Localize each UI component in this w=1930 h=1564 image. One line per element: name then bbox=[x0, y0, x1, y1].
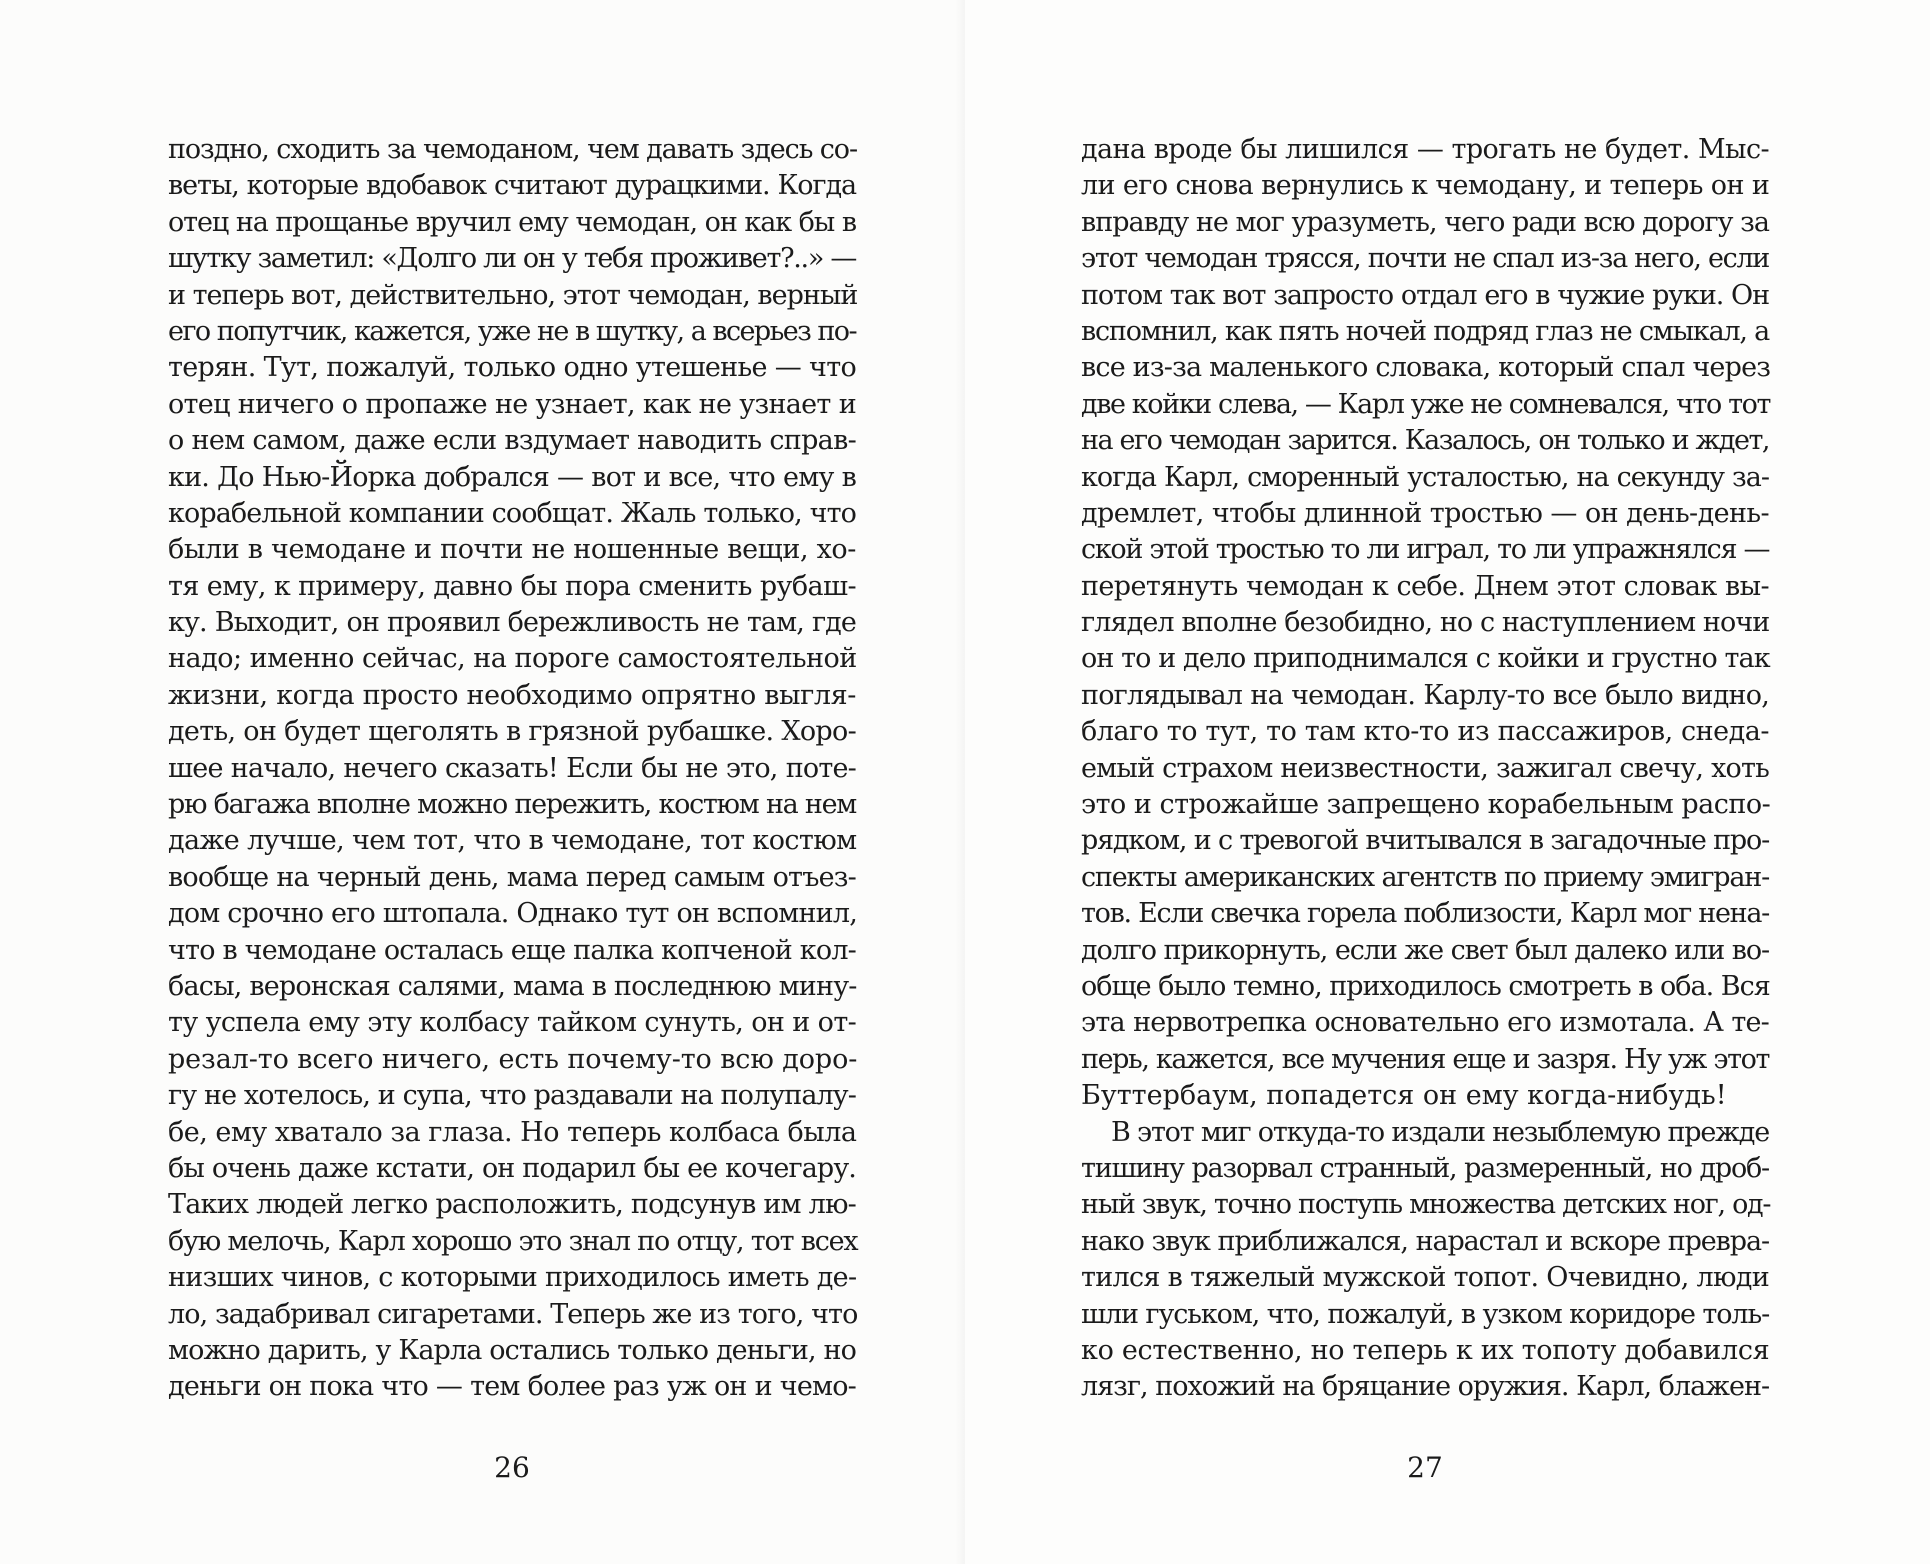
text-line: деньги он пока что — тем более раз уж он и чемо- bbox=[168, 1371, 856, 1403]
text-line: вправду не мог уразуметь, чего ради всю дорогу за bbox=[1081, 206, 1769, 238]
text-line: обще было темно, приходилось смотреть в оба. Вся bbox=[1081, 970, 1770, 1002]
text-line: шутку заметил: «Долго ли он у тебя проживет?..» — bbox=[168, 243, 857, 275]
text-line: Таких людей легко расположить, подсунув им лю- bbox=[168, 1189, 856, 1221]
text-line: гу не хотелось, и супа, что раздавали на полупалу- bbox=[168, 1080, 856, 1112]
left-page-text bbox=[168, 132, 856, 1406]
text-line: резал-то всего ничего, есть почему-то всю доро- bbox=[168, 1043, 858, 1075]
text-line-paragraph-start: В этот миг откуда-то издали незыблемую прежде bbox=[1111, 1116, 1769, 1148]
text-line: дремлет, чтобы длинной тростью — он день-день- bbox=[1081, 497, 1769, 529]
text-line: жизни, когда просто необходимо опрятно выгля- bbox=[168, 679, 856, 711]
right-page-text bbox=[1081, 132, 1769, 1406]
text-line: вспомнил, как пять ночей подряд глаз не смыкал, а bbox=[1081, 315, 1770, 347]
text-line: поздно, сходить за чемоданом, чем давать здесь со- bbox=[168, 134, 857, 165]
right-page bbox=[965, 0, 1930, 1564]
text-line: две койки слева, — Карл уже не сомневался, что тот bbox=[1081, 388, 1770, 420]
text-line: лязг, похожий на бряцание оружия. Карл, блажен- bbox=[1081, 1371, 1770, 1403]
text-line: эта нервотрепка основательно его измотала. А те- bbox=[1081, 1007, 1769, 1039]
text-line: он то и дело приподнимался с койки и грустно так bbox=[1081, 643, 1770, 675]
text-line: поглядывал на чемодан. Карлу-то все было видно, bbox=[1081, 679, 1769, 711]
text-line: это и строжайше запрещено корабельным распо- bbox=[1081, 789, 1771, 821]
text-line: рядком, и с тревогой вчитывался в загадочные про- bbox=[1081, 825, 1769, 857]
text-line: и теперь вот, действительно, этот чемодан, верный bbox=[168, 279, 858, 311]
text-line: можно дарить, у Карла остались только деньги, но bbox=[168, 1334, 856, 1366]
text-line: дом срочно его штопала. Однако тут он вспомнил, bbox=[168, 898, 858, 930]
text-line: ки. До Нью-Йорка добрался — вот и все, что ему в bbox=[168, 461, 856, 493]
text-line-paragraph-end: Буттербаум, попадется он ему когда-нибудь! bbox=[1081, 1080, 1727, 1112]
text-line: ту успела ему эту колбасу тайком сунуть, он и от- bbox=[168, 1007, 857, 1039]
text-line: дана вроде бы лишился — трогать не будет. Мыс- bbox=[1081, 134, 1769, 165]
text-line: перь, кажется, все мучения еще и зазря. Ну уж этот bbox=[1081, 1043, 1769, 1075]
text-line: глядел вполне безобидно, но с наступлением ночи bbox=[1081, 607, 1770, 639]
text-line: бы очень даже кстати, он подарил бы ее кочегару. bbox=[168, 1152, 856, 1184]
text-line: все из-за маленького словака, который спал через bbox=[1081, 352, 1771, 384]
page-number: 27 bbox=[1407, 1451, 1443, 1484]
text-line: его попутчик, кажется, уже не в шутку, а всерьез по- bbox=[168, 315, 856, 347]
text-line: ку. Выходит, он проявил бережливость не там, где bbox=[168, 607, 856, 639]
text-line: перетянуть чемодан к себе. Днем этот словак вы- bbox=[1081, 570, 1769, 602]
text-line: ко естественно, но теперь к их топоту добавился bbox=[1081, 1334, 1770, 1366]
text-line: этот чемодан трясся, почти не спал из-за него, если bbox=[1081, 243, 1769, 275]
text-line: о нем самом, даже если вздумает наводить справ- bbox=[168, 425, 856, 457]
text-line: ло, задабривал сигаретами. Теперь же из того, что bbox=[168, 1298, 858, 1330]
text-line: шее начало, нечего сказать! Если бы не это, поте- bbox=[168, 752, 856, 784]
page-number: 26 bbox=[494, 1451, 530, 1484]
text-line: были в чемодане и почти не ношенные вещи, хо- bbox=[168, 534, 856, 566]
text-line: ской этой тростью то ли играл, то ли упражнялся — bbox=[1081, 534, 1770, 566]
text-line: долго прикорнуть, если же свет был далеко или во- bbox=[1081, 934, 1769, 966]
text-line: низших чинов, с которыми приходилось иметь де- bbox=[168, 1262, 857, 1294]
text-line: деть, он будет щеголять в грязной рубашке. Хоро- bbox=[168, 716, 856, 748]
text-line: шли гуськом, что, пожалуй, в узком коридоре толь- bbox=[1081, 1298, 1770, 1330]
text-line: спекты американских агентств по приему эмигран- bbox=[1081, 861, 1769, 893]
text-line: терян. Тут, пожалуй, только одно утешенье — что bbox=[168, 352, 856, 384]
text-line: нако звук приближался, нарастал и вскоре превра- bbox=[1081, 1225, 1769, 1257]
text-line: тился в тяжелый мужской топот. Очевидно, люди bbox=[1081, 1262, 1769, 1294]
text-line: корабельной компании сообщат. Жаль только, что bbox=[168, 497, 856, 529]
text-line: тишину разорвал странный, размеренный, но дроб- bbox=[1081, 1152, 1769, 1184]
text-line: ный звук, точно поступь множества детских ног, од- bbox=[1081, 1189, 1771, 1221]
text-line: отец на прощанье вручил ему чемодан, он как бы в bbox=[168, 206, 856, 238]
text-line: ли его снова вернулись к чемодану, и теперь он и bbox=[1081, 170, 1770, 202]
text-line: бе, ему хватало за глаза. Но теперь колбаса была bbox=[168, 1116, 857, 1148]
text-line: емый страхом неизвестности, зажигал свечу, хоть bbox=[1081, 752, 1769, 784]
text-line: надо; именно сейчас, на пороге самостоятельной bbox=[168, 643, 857, 675]
text-line: вообще на черный день, мама перед самым отъез- bbox=[168, 861, 856, 893]
text-line: басы, веронская салями, мама в последнюю мину- bbox=[168, 970, 857, 1002]
text-line: благо то тут, то там кто-то из пассажиров, снеда- bbox=[1081, 716, 1769, 748]
text-line: что в чемодане осталась еще палка копченой кол- bbox=[168, 934, 856, 966]
text-line: бую мелочь, Карл хорошо это знал по отцу, тот всех bbox=[168, 1225, 858, 1257]
text-line: тя ему, к примеру, давно бы пора сменить рубаш- bbox=[168, 570, 856, 602]
text-line: рю багажа вполне можно пережить, костюм на нем bbox=[168, 789, 856, 821]
text-line: потом так вот запросто отдал его в чужие руки. Он bbox=[1081, 279, 1769, 311]
text-line: веты, которые вдобавок считают дурацкими. Когда bbox=[168, 170, 856, 202]
text-line: даже лучше, чем тот, что в чемодане, тот костюм bbox=[168, 825, 857, 857]
text-line: тов. Если свечка горела поблизости, Карл мог нена- bbox=[1081, 898, 1769, 930]
text-line: на его чемодан зарится. Казалось, он только и ждет, bbox=[1081, 425, 1769, 457]
text-line: отец ничего о пропаже не узнает, как не узнает и bbox=[168, 388, 856, 420]
text-line: когда Карл, сморенный усталостью, на секунду за- bbox=[1081, 461, 1769, 493]
